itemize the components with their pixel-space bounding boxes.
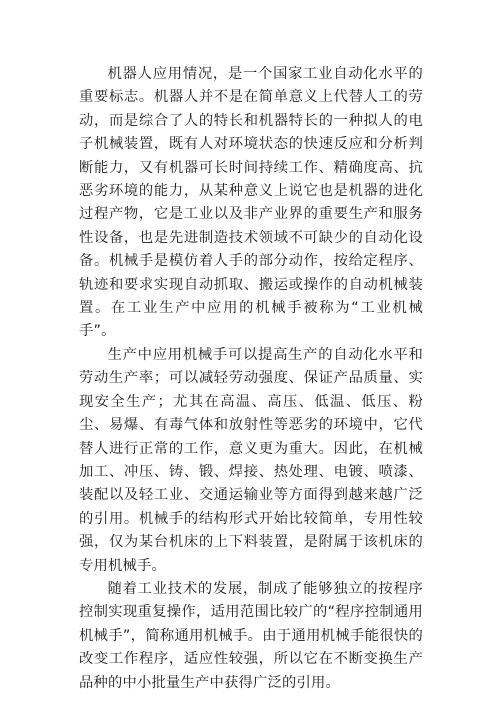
paragraph-3: 随着工业技术的发展，制成了能够独立的按程序控制实现重复操作，适用范围比较广的“程序控制通用机械手”，简称通用机械手。由于通用机械手能很快的改变工作程序，适应性较强，所以它在不断变换生产品种的中小批量生产中获得广泛的引用。 xyxy=(79,580,423,691)
paragraph-1: 机器人应用情况，是一个国家工业自动化水平的重要标志。机器人并不是在简单意义上代替人工的劳动，而是综合了人的特长和机器特长的一种拟人的电子机械装置，既有人对环境状态的快速反应和分析判断能力，又有机器可长时间持续工作、精确度高、抗恶劣环境的能力，从某种意义上说它也是机器的进化过程产物，它是工业以及非产业界的重要生产和服务性设备，也是先进制造技术领域不可缺少的自动化设备。机械手是模仿着人手的部分动作，按给定程序、轨迹和要求实现自动抓取、搬运或操作的自动机械装置。在工业生产中应用的机械手被称为“工业机械手”。 xyxy=(79,66,423,340)
paragraph-2: 生产中应用机械手可以提高生产的自动化水平和劳动生产率；可以减轻劳动强度、保证产品质量、实现安全生产；尤其在高温、高压、低温、低压、粉尘、易爆、有毒气体和放射性等恶劣的环境中，它代替人进行正常的工作，意义更为重大。因此，在机械加工、冲压、铸、锻、焊接、热处理、电镀、喷漆、装配以及轻工业、交通运输业等方面得到越来越广泛的引用。机械手的结构形式开始比较简单，专用性较强，仅为某台机床的上下料装置，是附属于该机床的专用机械手。 xyxy=(79,346,423,574)
document-body xyxy=(79,63,423,695)
